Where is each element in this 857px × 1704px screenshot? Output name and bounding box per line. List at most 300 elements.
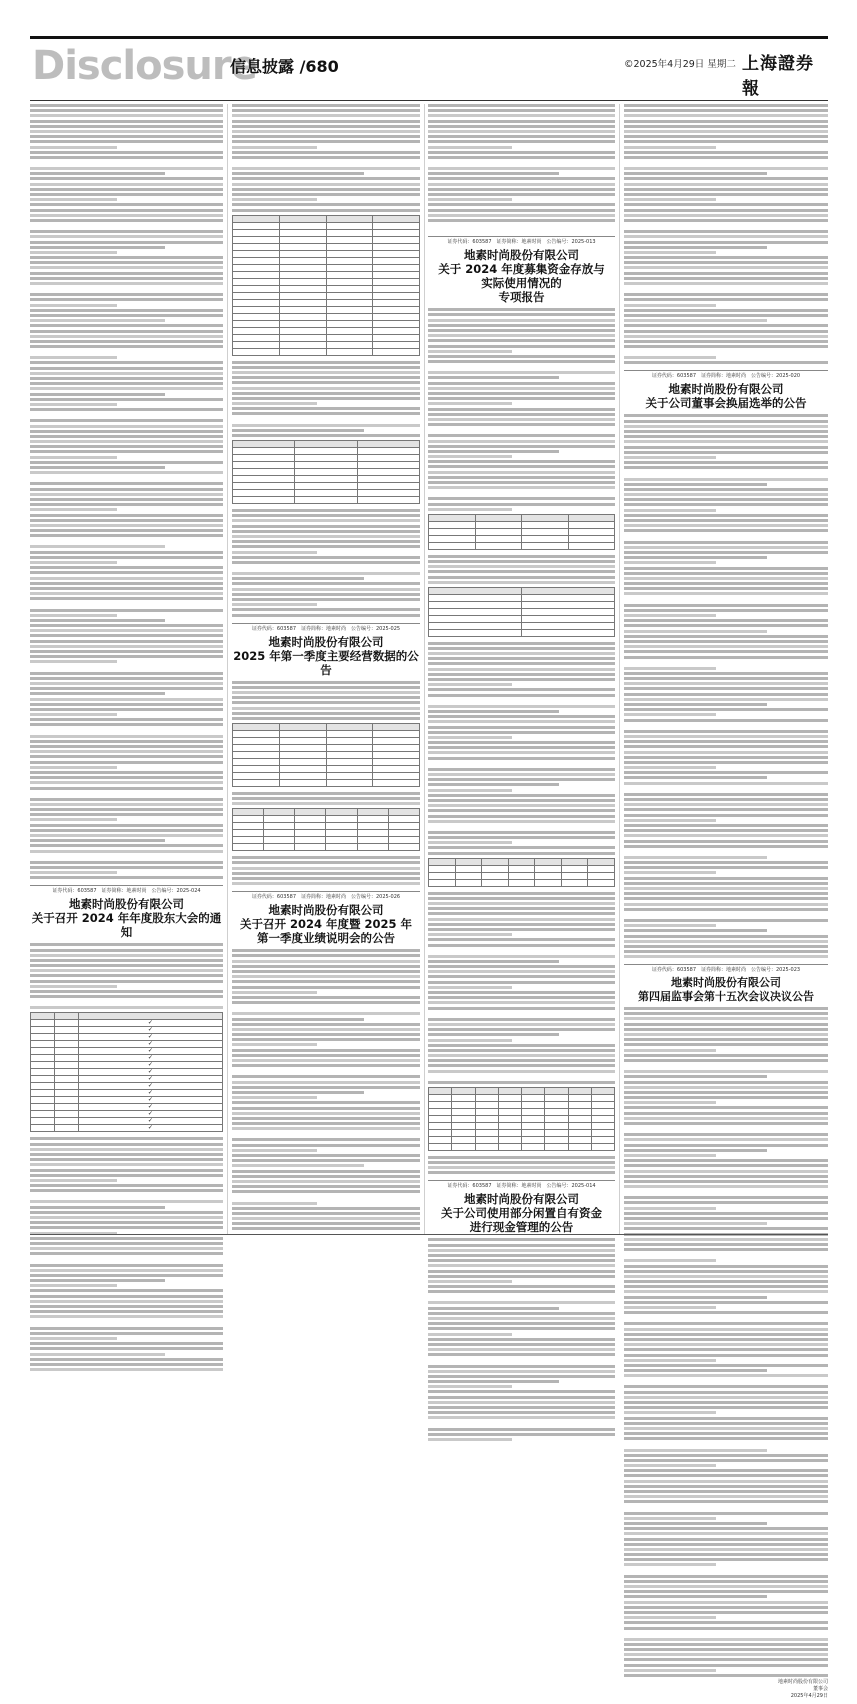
text-line <box>624 420 828 423</box>
text-line <box>624 241 828 244</box>
text-line <box>428 694 615 697</box>
article-title: 地素时尚股份有限公司 2025 年第一季度主要经营数据的公告 <box>233 634 419 677</box>
text-line <box>624 1417 828 1420</box>
text-line <box>30 430 223 433</box>
body-text-block <box>232 361 420 437</box>
text-line <box>428 440 615 443</box>
column-divider <box>424 104 425 1234</box>
text-line <box>30 120 223 123</box>
text-line <box>624 488 828 491</box>
text-line <box>428 570 615 573</box>
text-line <box>624 1459 828 1462</box>
text-line <box>30 440 223 443</box>
text-line <box>624 682 828 685</box>
text-line <box>232 1149 317 1152</box>
text-line <box>624 151 828 154</box>
text-line <box>428 1433 615 1436</box>
text-line <box>624 940 828 943</box>
text-line <box>30 330 223 333</box>
text-line <box>624 592 828 595</box>
text-line <box>30 771 223 774</box>
text-line <box>232 1144 420 1147</box>
text-line <box>232 872 420 875</box>
text-line <box>428 662 615 665</box>
text-line <box>428 355 615 358</box>
text-line <box>428 1044 615 1047</box>
text-line <box>624 892 828 895</box>
text-line <box>624 1296 767 1299</box>
text-line <box>624 293 828 296</box>
text-line <box>30 561 117 564</box>
body-text-block <box>232 949 420 1230</box>
text-line <box>624 1112 828 1115</box>
text-line <box>428 445 615 448</box>
text-line <box>624 587 828 590</box>
text-line <box>624 1180 828 1183</box>
text-line <box>30 798 223 801</box>
text-line <box>624 203 828 206</box>
text-line <box>30 498 223 501</box>
body-text-block <box>30 104 223 879</box>
text-line <box>232 1117 420 1120</box>
article-title: 地素时尚股份有限公司 关于公司使用部分闲置自有资金 进行现金管理的公告 <box>441 1192 602 1235</box>
text-line <box>428 146 512 149</box>
text-line <box>30 1158 223 1161</box>
text-line <box>428 986 512 989</box>
text-line <box>624 1028 828 1031</box>
body-text-block <box>30 1137 223 1371</box>
text-line <box>30 1184 223 1187</box>
text-line <box>30 781 223 784</box>
text-line <box>624 1338 828 1341</box>
column-divider <box>619 104 620 1234</box>
text-line <box>624 183 828 186</box>
text-line <box>232 519 420 522</box>
text-line <box>428 193 615 196</box>
text-line <box>30 566 223 569</box>
text-line <box>428 450 559 453</box>
text-line <box>232 376 420 379</box>
text-line <box>232 712 420 715</box>
text-line <box>428 668 615 671</box>
text-line <box>624 256 828 259</box>
text-line <box>428 408 615 411</box>
text-line <box>232 1075 420 1078</box>
text-line <box>428 1301 615 1304</box>
text-line <box>30 634 223 637</box>
text-line <box>30 582 223 585</box>
article-header-cash-management <box>428 1180 615 1234</box>
text-line <box>30 471 223 474</box>
text-line <box>30 367 223 370</box>
text-line <box>624 1311 828 1314</box>
text-line <box>428 996 615 999</box>
text-line <box>232 1122 420 1125</box>
text-line <box>428 104 615 107</box>
text-line <box>624 1485 828 1488</box>
text-line <box>232 366 420 369</box>
text-line <box>624 771 828 774</box>
text-line <box>428 789 512 792</box>
text-line <box>30 624 223 627</box>
motion-table: ✓ ✓ ✓ ✓ ✓ ✓ ✓ ✓ ✓ ✓ ✓ ✓ ✓ ✓ ✓ ✓ <box>30 1012 223 1132</box>
text-line <box>30 1137 223 1140</box>
text-line <box>30 209 223 212</box>
text-line <box>428 1338 615 1341</box>
text-line <box>30 614 117 617</box>
text-line <box>624 230 828 233</box>
text-line <box>232 696 420 699</box>
text-line <box>428 923 615 926</box>
text-line <box>232 135 420 138</box>
text-line <box>30 272 223 275</box>
text-line <box>232 402 317 405</box>
text-line <box>624 1643 828 1646</box>
text-line <box>30 450 223 453</box>
text-line <box>428 705 615 708</box>
text-line <box>624 782 828 785</box>
text-line <box>30 943 223 946</box>
text-line <box>232 577 364 580</box>
text-line <box>624 667 716 670</box>
text-line <box>428 1428 615 1431</box>
text-line <box>30 151 223 154</box>
text-line <box>428 387 615 390</box>
text-line <box>30 755 223 758</box>
text-line <box>232 867 420 870</box>
text-line <box>624 871 716 874</box>
text-line <box>232 792 420 795</box>
text-line <box>30 319 165 322</box>
text-line <box>232 387 420 390</box>
text-line <box>30 655 223 658</box>
text-line <box>624 1469 828 1472</box>
text-line <box>232 104 420 107</box>
text-line <box>428 1385 512 1388</box>
text-line <box>624 1543 828 1546</box>
text-line <box>428 198 512 201</box>
text-line <box>624 519 828 522</box>
text-line <box>428 1238 615 1241</box>
text-line <box>232 1081 420 1084</box>
body-text-block <box>428 104 615 230</box>
text-line <box>624 556 767 559</box>
article-title: 地素时尚股份有限公司 第四届监事会第十五次会议决议公告 <box>638 976 814 1003</box>
body-text-block <box>232 792 420 805</box>
text-line <box>30 345 223 348</box>
text-line <box>232 1043 317 1046</box>
text-line <box>30 456 117 459</box>
text-line <box>428 203 615 206</box>
text-line <box>30 1358 223 1361</box>
text-line <box>428 975 615 978</box>
text-line <box>30 682 223 685</box>
text-line <box>624 120 828 123</box>
text-line <box>624 829 828 832</box>
text-line <box>624 1500 828 1503</box>
text-line <box>428 125 615 128</box>
text-line <box>624 1449 767 1452</box>
text-line <box>624 861 828 864</box>
text-line <box>624 677 828 680</box>
text-line <box>624 703 767 706</box>
text-line <box>30 1305 223 1308</box>
body-text-block <box>428 1156 615 1175</box>
text-line <box>30 419 223 422</box>
text-line <box>624 866 828 869</box>
text-line <box>30 109 223 112</box>
text-line <box>30 493 223 496</box>
text-line <box>428 392 615 395</box>
text-line <box>232 177 420 180</box>
text-line <box>30 503 223 506</box>
text-line <box>624 1081 828 1084</box>
text-line <box>624 1621 828 1624</box>
text-line <box>624 1401 828 1404</box>
text-line <box>30 660 117 663</box>
text-line <box>30 235 223 238</box>
text-line <box>428 815 615 818</box>
text-line <box>30 619 165 622</box>
text-line <box>30 974 223 977</box>
top-rule <box>30 36 828 39</box>
text-line <box>428 1375 615 1378</box>
text-line <box>30 844 223 847</box>
text-line <box>30 787 223 790</box>
text-line <box>428 167 615 170</box>
text-line <box>30 277 223 280</box>
text-line <box>428 683 512 686</box>
text-line <box>30 551 223 554</box>
text-line <box>624 1616 716 1619</box>
text-line <box>232 1164 364 1167</box>
text-line <box>624 1406 828 1409</box>
text-line <box>30 1206 165 1209</box>
text-line <box>624 756 828 759</box>
text-line <box>624 503 828 506</box>
text-line <box>428 1249 615 1252</box>
text-line <box>428 120 615 123</box>
text-line <box>30 387 223 390</box>
text-line <box>624 551 828 554</box>
text-line <box>428 799 615 802</box>
fund-balance-table <box>428 587 615 637</box>
text-line <box>624 1012 828 1015</box>
text-line <box>30 393 165 396</box>
text-line <box>624 635 828 638</box>
text-line <box>30 708 223 711</box>
text-line <box>624 582 828 585</box>
text-line <box>428 402 512 405</box>
text-line <box>428 1270 615 1273</box>
text-line <box>30 995 223 998</box>
text-line <box>428 1322 615 1325</box>
text-line <box>428 140 615 143</box>
text-line <box>428 715 615 718</box>
column-divider <box>227 104 228 1234</box>
text-line <box>232 545 420 548</box>
text-line <box>232 861 420 864</box>
text-line <box>624 1575 828 1578</box>
text-line <box>428 652 615 655</box>
text-line <box>232 1028 420 1031</box>
text-line <box>624 461 828 464</box>
text-line <box>624 1144 828 1147</box>
text-line <box>624 1359 716 1362</box>
text-line <box>30 954 223 957</box>
text-line <box>624 908 828 911</box>
text-line <box>428 177 615 180</box>
body-text-block <box>232 681 420 720</box>
text-line <box>232 856 420 859</box>
text-line <box>428 334 615 337</box>
text-line <box>428 555 615 558</box>
text-line <box>428 902 615 905</box>
text-line <box>428 350 512 353</box>
text-line <box>624 1049 716 1052</box>
text-line <box>232 614 420 617</box>
text-line <box>232 960 420 963</box>
text-line <box>624 1422 828 1425</box>
text-line <box>428 642 615 645</box>
text-line <box>232 209 420 212</box>
text-line <box>624 1580 828 1583</box>
text-line <box>624 298 828 301</box>
text-line <box>30 1237 223 1240</box>
text-line <box>428 1280 512 1283</box>
text-line <box>232 561 420 564</box>
text-line <box>428 1333 512 1336</box>
text-line <box>428 1343 615 1346</box>
text-line <box>624 266 828 269</box>
text-line <box>232 1018 364 1021</box>
text-line <box>624 135 828 138</box>
text-line <box>624 1086 828 1089</box>
text-line <box>30 177 223 180</box>
text-line <box>30 1153 223 1156</box>
text-line <box>624 751 828 754</box>
text-line <box>624 798 828 801</box>
body-text-block <box>624 1007 828 1677</box>
text-line <box>232 603 317 606</box>
text-line <box>232 1138 420 1141</box>
text-line <box>232 1190 420 1193</box>
text-line <box>30 534 223 537</box>
article-title: 地素时尚股份有限公司 关于 2024 年度募集资金存放与 实际使用情况的 专项报告 <box>438 248 605 305</box>
text-line <box>30 466 165 469</box>
text-line <box>624 1007 828 1010</box>
column-1 <box>30 104 223 1373</box>
text-line <box>624 1464 716 1467</box>
text-line <box>428 313 615 316</box>
text-line <box>232 949 420 952</box>
text-line <box>624 514 828 517</box>
text-line <box>232 691 420 694</box>
text-line <box>232 1159 420 1162</box>
text-line <box>624 656 828 659</box>
text-line <box>624 1070 828 1073</box>
text-line <box>624 1601 828 1604</box>
text-line <box>428 751 615 754</box>
text-line <box>30 1226 223 1229</box>
masthead <box>30 40 828 99</box>
text-line <box>428 1064 615 1067</box>
text-line <box>30 990 223 993</box>
text-line <box>428 1049 615 1052</box>
text-line <box>428 965 615 968</box>
text-line <box>624 272 828 275</box>
text-line <box>30 246 165 249</box>
text-line <box>232 530 420 533</box>
text-line <box>624 1396 828 1399</box>
text-line <box>428 757 615 760</box>
text-line <box>30 140 223 143</box>
text-line <box>624 1322 828 1325</box>
text-line <box>428 497 615 500</box>
article-header-2024-agm <box>30 885 223 939</box>
text-line <box>624 567 828 570</box>
text-line <box>232 156 420 159</box>
text-line <box>30 1337 117 1340</box>
text-line <box>232 1049 420 1052</box>
text-line <box>624 1033 828 1036</box>
text-line <box>232 1207 420 1210</box>
text-line <box>624 1427 828 1430</box>
bottom-rule <box>30 1234 828 1235</box>
article-header-board-election <box>624 370 828 410</box>
text-line <box>30 577 223 580</box>
text-line <box>624 1527 828 1530</box>
text-line <box>232 1222 420 1225</box>
text-line <box>232 970 420 973</box>
text-line <box>428 360 615 363</box>
text-line <box>428 382 615 385</box>
text-line <box>624 1611 828 1614</box>
text-line <box>624 1138 828 1141</box>
text-line <box>232 535 420 538</box>
text-line <box>624 935 828 938</box>
text-line <box>30 672 223 675</box>
text-line <box>624 246 767 249</box>
text-line <box>428 1081 615 1084</box>
text-line <box>428 219 615 222</box>
text-line <box>30 382 223 385</box>
body-text-block <box>428 555 615 584</box>
text-line <box>624 493 828 496</box>
text-line <box>428 576 615 579</box>
text-line <box>624 319 767 322</box>
text-line <box>624 1164 828 1167</box>
text-line <box>624 1285 828 1288</box>
text-line <box>428 156 615 159</box>
text-line <box>30 361 223 364</box>
text-line <box>624 814 828 817</box>
text-line <box>624 167 828 170</box>
text-line <box>30 408 223 411</box>
text-line <box>232 130 420 133</box>
text-line <box>232 877 420 880</box>
text-line <box>624 604 828 607</box>
revenue-table <box>232 808 420 851</box>
text-line <box>624 198 716 201</box>
text-line <box>624 882 828 885</box>
text-line <box>30 571 223 574</box>
text-line <box>624 619 828 622</box>
text-line <box>428 151 615 154</box>
text-line <box>428 329 615 332</box>
body-text-block <box>624 104 828 364</box>
text-line <box>624 1474 828 1477</box>
